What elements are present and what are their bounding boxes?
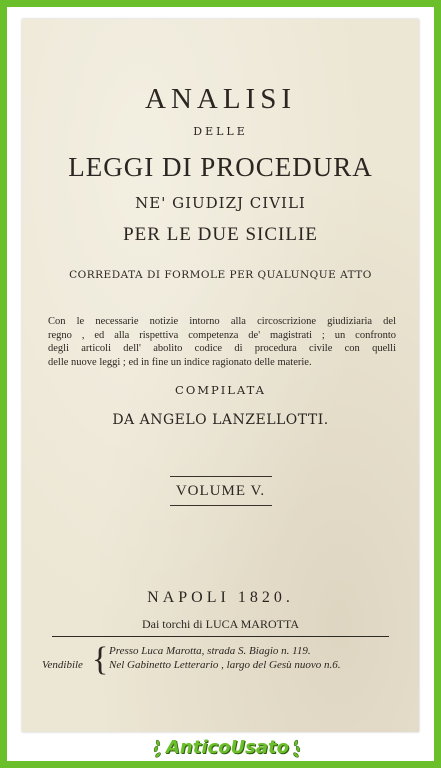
description-line: degli articoli dell' abolito codice di procedura civile con quelli (48, 343, 396, 354)
book-title-line2: LEGGI DI PROCEDURA (68, 152, 373, 182)
volume-rule-top (170, 476, 272, 477)
place-year: NAPOLI 1820. (147, 589, 294, 606)
book-title-line4: PER LE DUE SICILIE (123, 224, 318, 245)
watermark-text: AnticoUsato (166, 737, 290, 758)
title-connector: DELLE (193, 125, 248, 138)
book-title-line3: NE' GIUDIZJ CIVILI (135, 194, 306, 212)
imprint-rule (52, 636, 389, 637)
author: DA ANGELO LANZELLOTTI. (112, 412, 329, 428)
description-line: Con le necessarie notizie intorno alla circoscrizione giudiziaria del (48, 316, 396, 327)
volume-rule-bottom (170, 505, 272, 506)
compiled-label: COMPILATA (175, 383, 266, 397)
description-paragraph (48, 315, 396, 369)
book-subtitle: CORREDATA DI FORMOLE PER QUALUNQUE ATTO (69, 269, 372, 281)
title-page (22, 19, 419, 732)
volume-number: VOLUME V. (175, 483, 266, 499)
seller-line: Presso Luca Marotta, strada S. Biagio n. 119. (109, 645, 311, 657)
description-line: delle nuove leggi ; ed in fine un indice ragionato delle materie. (48, 356, 312, 368)
seller-line: Nel Gabinetto Letterario , largo del Gesù nuovo n.6. (109, 659, 341, 671)
watermark-logo (152, 735, 302, 763)
brace-symbol: { (92, 641, 109, 678)
description-line: regno , ed alla rispettiva competenza de' magistrati ; un confronto (48, 329, 396, 341)
sale-label: Vendibile (42, 659, 83, 671)
printer: Dai torchi di LUCA MAROTTA (141, 617, 300, 631)
book-title: ANALISI (145, 83, 296, 115)
